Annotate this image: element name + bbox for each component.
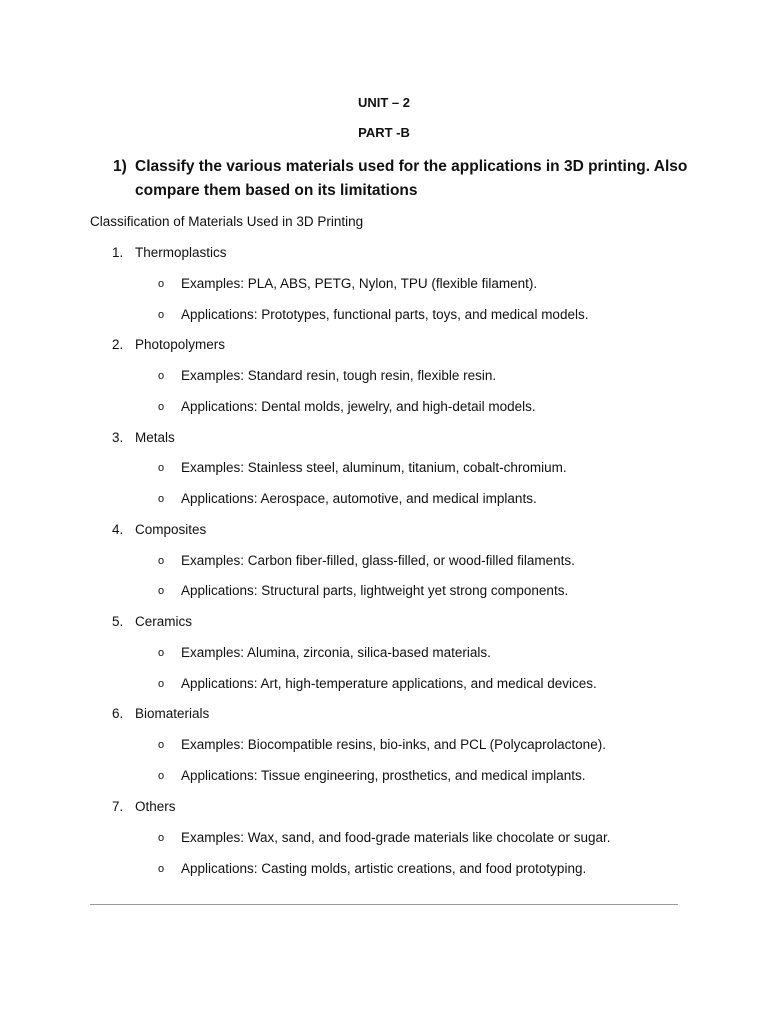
category-name: Thermoplastics (135, 245, 227, 260)
category-name: Ceramics (135, 614, 193, 629)
category-number: 1. (112, 245, 124, 260)
bullet-marker: o (158, 678, 165, 690)
bullet-text: Examples: Wax, sand, and food-grade materials like chocolate or sugar. (181, 830, 611, 845)
category-name: Others (135, 799, 176, 814)
category-name: Photopolymers (135, 337, 226, 352)
bullet-marker: o (158, 647, 165, 659)
bullet-marker: o (158, 309, 165, 321)
bullet-text: Examples: PLA, ABS, PETG, Nylon, TPU (flexible filament). (181, 276, 538, 291)
category-number: 5. (112, 614, 124, 629)
category-name: Metals (135, 430, 175, 445)
bullet-marker: o (158, 863, 165, 875)
bullet-text: Applications: Aerospace, automotive, and medical implants. (181, 491, 537, 506)
category-name: Composites (135, 522, 207, 537)
category-number: 3. (112, 430, 124, 445)
category-name: Biomaterials (135, 706, 210, 721)
bullet-text: Examples: Carbon fiber-filled, glass-filled, or wood-filled filaments. (181, 553, 575, 568)
bullet-text: Applications: Prototypes, functional parts, toys, and medical models. (181, 307, 589, 322)
category-number: 7. (112, 799, 124, 814)
bullet-text: Applications: Dental molds, jewelry, and high-detail models. (181, 399, 536, 414)
bullet-text: Applications: Art, high-temperature applications, and medical devices. (181, 676, 597, 691)
bullet-marker: o (158, 401, 165, 413)
category-number: 6. (112, 706, 124, 721)
category-number: 4. (112, 522, 124, 537)
bullet-text: Examples: Standard resin, tough resin, flexible resin. (181, 368, 497, 383)
bullet-marker: o (158, 832, 165, 844)
bullet-marker: o (158, 462, 165, 474)
horizontal-divider (90, 904, 678, 905)
unit-heading: UNIT – 2 (357, 95, 410, 110)
bullet-text: Applications: Tissue engineering, prosthetics, and medical implants. (181, 768, 586, 783)
bullet-marker: o (158, 493, 165, 505)
question-number: 1) (113, 158, 127, 175)
bullet-marker: o (158, 585, 165, 597)
bullet-text: Examples: Alumina, zirconia, silica-based materials. (181, 645, 491, 660)
bullet-marker: o (158, 370, 165, 382)
bullet-text: Examples: Stainless steel, aluminum, titanium, cobalt-chromium. (181, 460, 567, 475)
bullet-text: Applications: Structural parts, lightweight yet strong components. (181, 583, 569, 598)
bullet-marker: o (158, 770, 165, 782)
bullet-marker: o (158, 739, 165, 751)
bullet-marker: o (158, 555, 165, 567)
intro-text: Classification of Materials Used in 3D Printing (90, 214, 364, 229)
category-number: 2. (112, 337, 124, 352)
part-heading: PART -B (358, 125, 410, 140)
bullet-text: Applications: Casting molds, artistic creations, and food prototyping. (181, 861, 587, 876)
question-text: Classify the various materials used for the applications in 3D printing. Also compare them based on its limitations (135, 158, 688, 199)
bullet-marker: o (158, 278, 165, 290)
bullet-text: Examples: Biocompatible resins, bio-inks, and PCL (Polycaprolactone). (181, 737, 606, 752)
